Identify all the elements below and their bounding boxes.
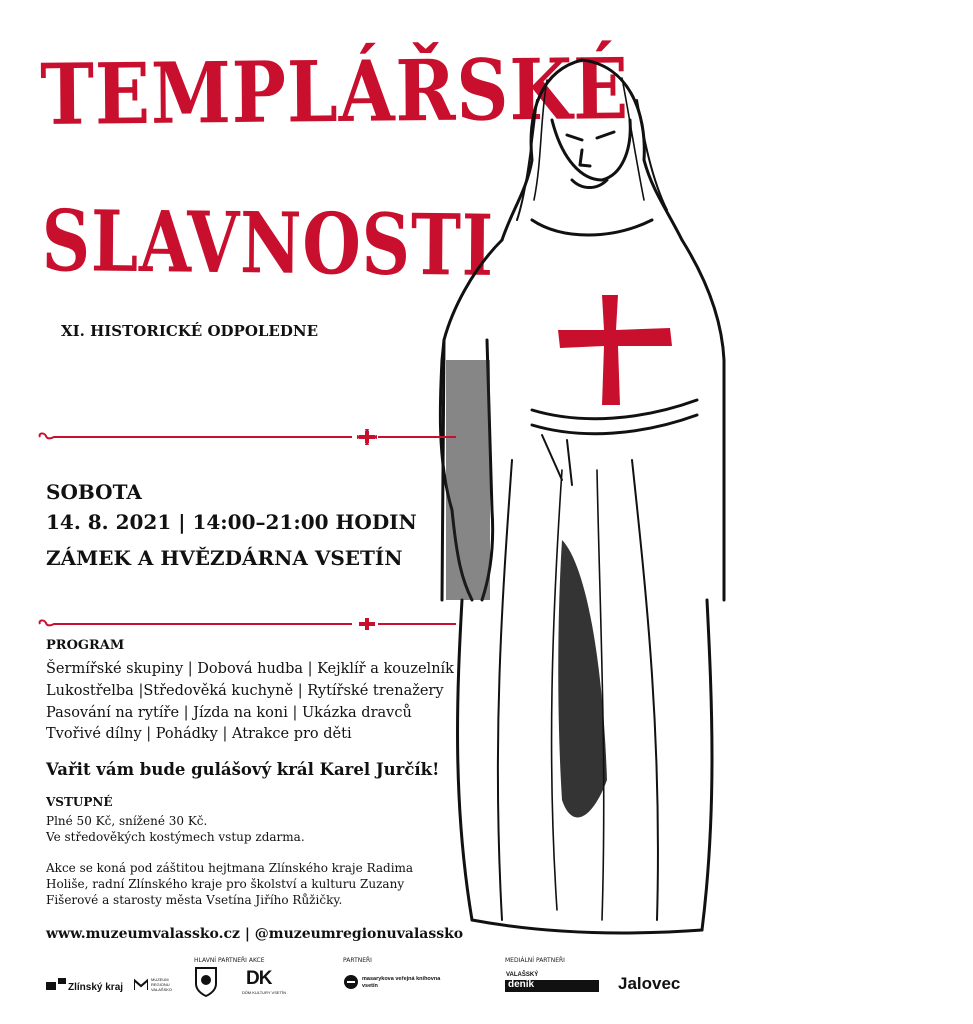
- chef-announcement: Vařit vám bude gulášový král Karel Jurčík!: [46, 760, 440, 779]
- knihovna-mark-icon: [343, 974, 359, 990]
- website-link[interactable]: www.muzeumvalassko.cz | @muzeumregionuvalassko: [46, 926, 464, 942]
- program-line: Pasování na rytíře | Jízda na koni | Ukázka dravců: [46, 705, 412, 721]
- title-line-1: TEMPLÁŘSKÉ: [39, 39, 630, 144]
- main-partners-label: HLAVNÍ PARTNEŘI AKCE: [194, 957, 265, 964]
- cross-pattee-icon: [359, 618, 375, 630]
- zlinsky-kraj-logo: [46, 978, 126, 998]
- event-venue: ZÁMEK A HVĚZDÁRNA VSETÍN: [46, 546, 403, 570]
- patronage-line: Holiše, radní Zlínského kraje pro školství a kulturu Zuzany: [46, 877, 405, 891]
- valassky-denik-logo: VALAŠSKÝ deník: [505, 972, 600, 994]
- program-heading: PROGRAM: [46, 638, 125, 653]
- muzeum-mark-icon: [134, 978, 148, 990]
- knihovna-logo: masarykova veřejná knihovna vsetín: [343, 972, 463, 996]
- program-line: Lukostřelba |Středověká kuchyně | Rytířské trenažery: [46, 683, 444, 699]
- dk-mark: DK: [246, 968, 272, 989]
- templar-knight-illustration: [432, 40, 732, 940]
- admission-line: Plné 50 Kč, snížené 30 Kč.: [46, 814, 208, 828]
- patronage-line: Akce se koná pod záštitou hejtmana Zlínského kraje Radima: [46, 861, 414, 875]
- admission-heading: VSTUPNÉ: [46, 795, 113, 809]
- event-day: SOBOTA: [46, 480, 142, 504]
- program-line: Šermířské skupiny | Dobová hudba | Kejklíř a kouzelník: [46, 661, 454, 677]
- dum-kultury-logo: [240, 968, 300, 998]
- jalovec-logo: Jalovec: [618, 974, 681, 993]
- title-line-2: SLAVNOSTI: [41, 191, 495, 295]
- partners-label: PARTNEŘI: [343, 957, 372, 964]
- subtitle: XI. HISTORICKÉ ODPOLEDNE: [61, 322, 319, 340]
- media-partners-label: MEDIÁLNÍ PARTNEŘI: [505, 957, 565, 964]
- divider-bottom: [36, 615, 456, 633]
- event-datetime: 14. 8. 2021 | 14:00–21:00 HODIN: [46, 510, 417, 534]
- dk-subtitle: DŮM KULTURY VSETÍN: [242, 990, 287, 995]
- muzeum-logo: MUZEUM REGIONU VALAŠSKO: [134, 974, 186, 996]
- zlinsky-kraj-text: Zlínský kraj: [68, 982, 124, 993]
- program-line: Tvořivé dílny | Pohádky | Atrakce pro děti: [46, 726, 352, 742]
- divider-top: [36, 428, 456, 446]
- patronage-line: Fišerové a starosty města Vsetína Jiřího Růžičky.: [46, 893, 343, 907]
- admission-line: Ve středověkých kostýmech vstup zdarma.: [46, 830, 305, 844]
- cross-pattee-icon: [357, 429, 377, 445]
- vsetin-crest-icon: [194, 966, 218, 998]
